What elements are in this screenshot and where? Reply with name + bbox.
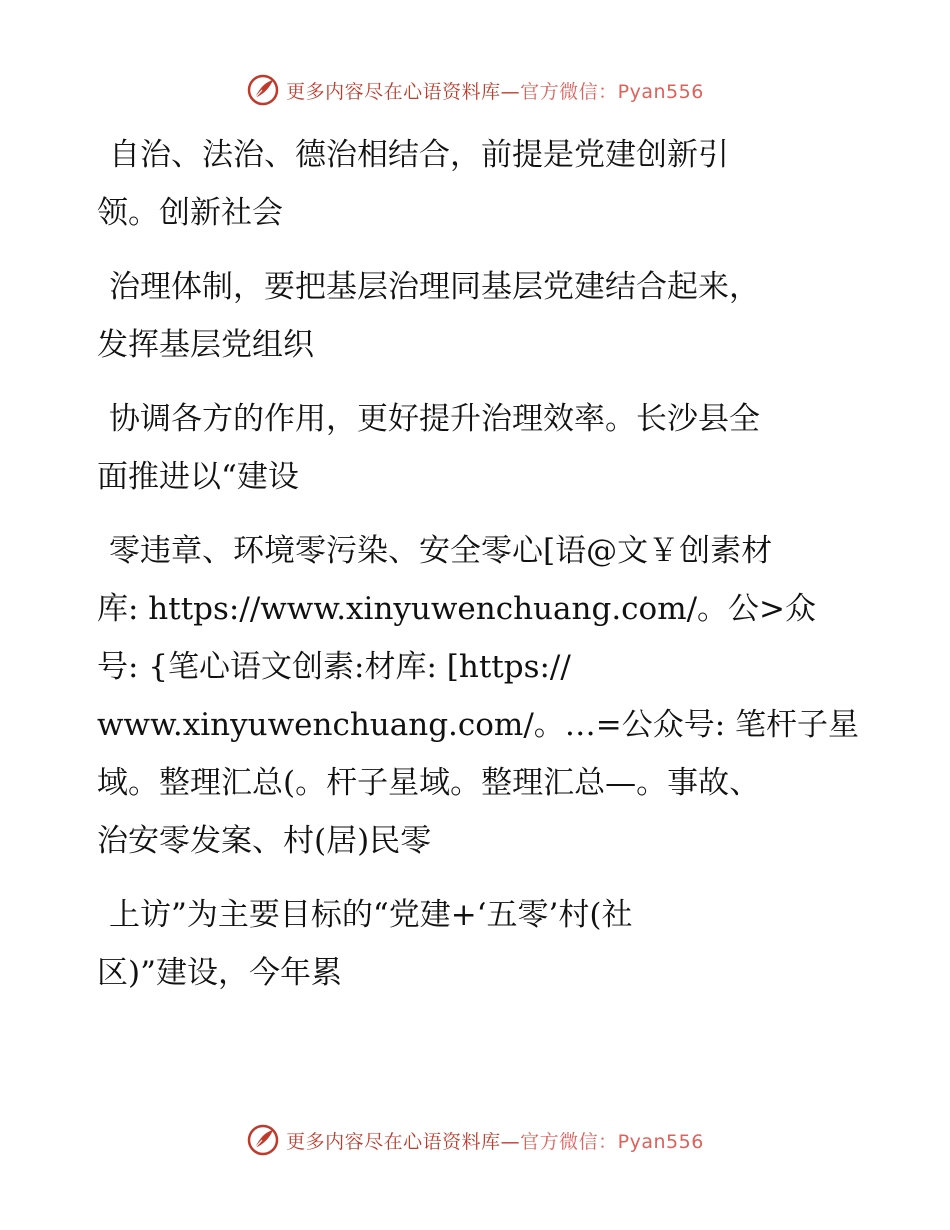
text-line: 号: {笔心语文创素:材库: [https:// — [97, 649, 571, 685]
text-line: 区)”建设，今年累 — [97, 955, 342, 991]
text-line: 治理体制，要把基层治理同基层党建结合起来， — [109, 269, 760, 305]
text-line: 协调各方的作用，更好提升治理效率。长沙县全 — [109, 401, 760, 437]
text-line: 库: https://www.xinyuwenchuang.com/。公>众 — [97, 591, 817, 627]
text-line: 零违章、环境零污染、安全零心[语@文￥创素材 — [109, 533, 773, 569]
footer-watermark-banner — [0, 1120, 950, 1160]
paragraph-3 — [97, 390, 857, 506]
text-line: 自治、法治、德治相结合，前提是党建创新引 — [109, 137, 729, 173]
paragraph-2 — [97, 258, 857, 374]
paragraph-5 — [97, 886, 857, 1002]
banner-site-text: 更多内容尽在心语资料库— — [286, 80, 521, 103]
banner-text — [286, 77, 704, 104]
header-watermark-banner — [0, 70, 950, 110]
banner-text — [286, 1127, 704, 1154]
banner-wechat-text: 官方微信：Pyan556 — [520, 1130, 704, 1153]
paragraph-4 — [97, 522, 860, 870]
text-line: 域。整理汇总(。杆子星域。整理汇总—。事故、 — [97, 765, 761, 801]
feather-pen-logo-icon — [246, 1123, 280, 1157]
paragraph-1 — [97, 126, 857, 242]
text-line: 上访”为主要目标的“党建+‘五零’村(社 — [109, 897, 633, 933]
text-line: 发挥基层党组织 — [97, 327, 314, 363]
banner-site-text: 更多内容尽在心语资料库— — [286, 1130, 521, 1153]
text-line: 面推进以“建设 — [97, 459, 299, 495]
feather-pen-logo-icon — [246, 73, 280, 107]
text-line: www.xinyuwenchuang.com/。…=公众号: 笔杆子星 — [97, 707, 860, 743]
text-line: 领。创新社会 — [97, 195, 283, 231]
text-line: 治安零发案、村(居)民零 — [97, 823, 432, 859]
banner-wechat-text: 官方微信：Pyan556 — [520, 80, 704, 103]
document-body — [97, 126, 860, 1018]
